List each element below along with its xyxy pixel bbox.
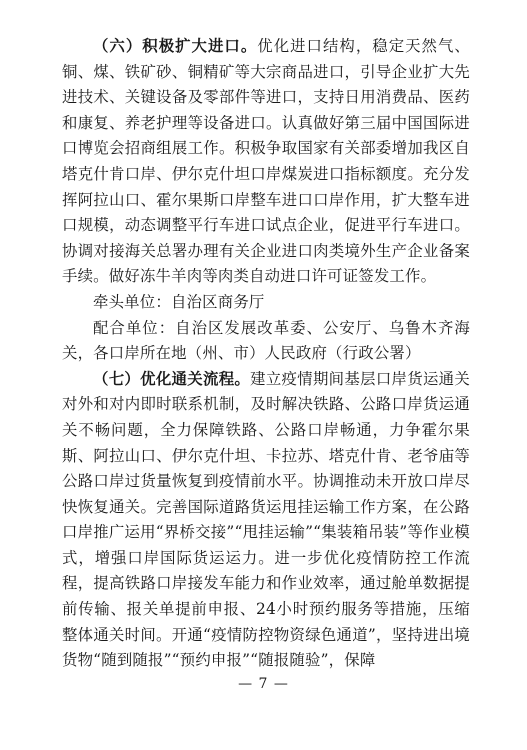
section-7-heading: （七）优化通关流程。 <box>93 369 251 388</box>
section-6-body: 优化进口结构，稳定天然气、铜、煤、铁矿砂、铜精矿等大宗商品进口，引导企业扩大先进技术、关键设备及零部件等进口，支持日用消费品、医药和康复、养老护理等设备进口。认真做好第三届中国国际进口博览会招商组展工作。积极争取国家有关部委增加我区自塔克什肯口岸、伊尔克什坦口岸煤炭进口指标额度。充分发挥阿拉山口、霍尔果斯口岸整车进口口岸作用，扩大整车进口规模，动态调整平行车进口试点企业，促进平行车进口。协调对接海关总署办理有关企业进口肉类境外生产企业备案手续。做好冻牛羊肉等肉类自动进口许可证签发工作。 <box>62 37 470 286</box>
section-7-paragraph <box>62 367 470 674</box>
section-6-paragraph <box>62 34 470 290</box>
section-7-body: 建立疫情期间基层口岸货运通关对外和对内即时联系机制，及时解决铁路、公路口岸货运通关不畅问题，全力保障铁路、公路口岸畅通，力争霍尔果斯、阿拉山口、伊尔克什坦、卡拉苏、塔克什肯、老爷庙等公路口岸过货量恢复到疫情前水平。协调推动未开放口岸尽快恢复通关。完善国际道路货运甩挂运输工作方案，在公路口岸推广运用“界桥交接”“甩挂运输”“集装箱吊装”等作业模式，增强口岸国际货运运力。进一步优化疫情防控工作流程，提高铁路口岸接发车能力和作业效率，通过舱单数据提前传输、报关单提前申报、24小时预约服务等措施，压缩整体通关时间。开通“疫情防控物资绿色通道”，坚持进出境货物“随到随报”“预约申报”“随报随验”，保障 <box>62 369 470 670</box>
document-body <box>62 34 470 674</box>
section-6-heading: （六）积极扩大进口。 <box>93 37 258 55</box>
coop-unit-line: 配合单位：自治区发展改革委、公安厅、乌鲁木齐海关，各口岸所在地（州、市）人民政府（行政公署） <box>62 318 470 363</box>
page-number: — 7 — <box>238 676 289 692</box>
lead-unit-line: 牵头单位：自治区商务厅 <box>93 292 265 311</box>
